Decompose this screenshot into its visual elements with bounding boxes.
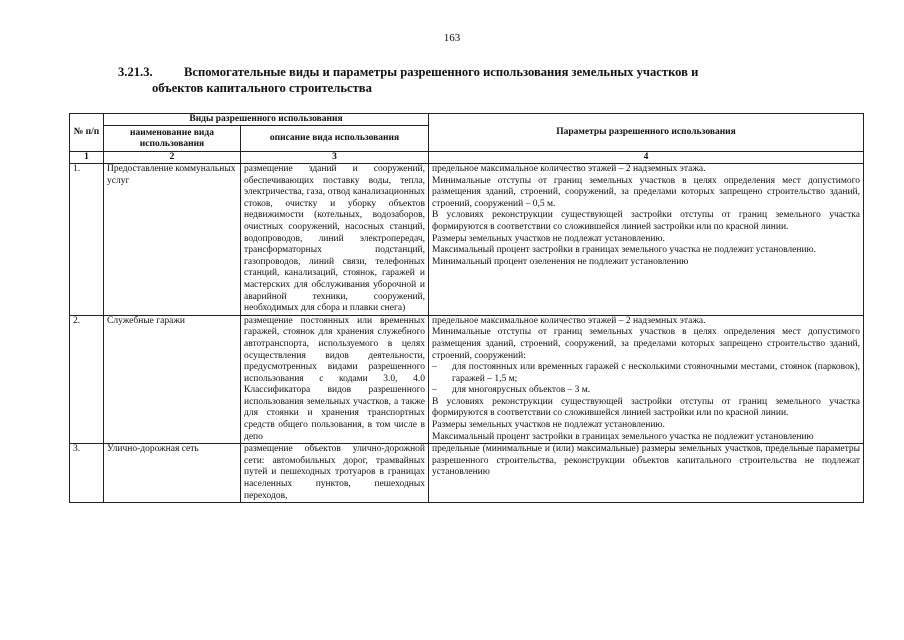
header-params: Параметры разрешенного использования xyxy=(429,114,864,152)
header-num: № п/п xyxy=(70,114,104,152)
parameter-paragraph: В условиях реконструкции существующей застройки отступы от границ земельного участка формируются в соответствии со сложившейся линией застройки или по красной линии. xyxy=(432,396,860,419)
use-description-text: размещение зданий и сооружений, обеспечивающих поставку воды, тепла, электричества, газа, отвод канализационных стоков, очистку и уборку объектов недвижимости (котельных, водозаборов, очистных сооружений, насосных станций, водопроводов, линий электропередач, трансформаторных подстанций, газопроводов, линий связи, телефонных станций, канализаций, стоянок, гаражей и мастерских для обслуживания уборочной и аварийной техники, сооружений, необходимых для сбора и плавки снега) xyxy=(244,164,425,314)
use-description xyxy=(241,164,429,316)
use-name: Улично-дорожная сеть xyxy=(104,444,241,503)
parameter-list-item xyxy=(432,385,860,397)
column-number: 4 xyxy=(429,152,864,164)
use-parameters xyxy=(429,315,864,444)
page-number: 163 xyxy=(443,32,461,44)
row-number: 1. xyxy=(70,164,104,316)
parameter-paragraph: Минимальные отступы от границ земельных участков в целях определения мест допустимого размещения зданий, строений, сооружений, за пределами которых запрещено строительство зданий, строений, сооружений – 0,5 м. xyxy=(432,175,860,209)
table-row xyxy=(70,164,864,316)
parameter-paragraph: предельные (минимальные и (или) максимальные) размеры земельных участков, предельные параметры разрешенного строительства, реконструкции объектов капитального строительства не подлежат установлению xyxy=(432,444,860,478)
use-parameters xyxy=(429,164,864,316)
column-number: 1 xyxy=(70,152,104,164)
use-description-text: размещение объектов улично-дорожной сети: автомобильных дорог, трамвайных путей и пешеходных тротуаров в границах населенных пунктов, пешеходных переходов, xyxy=(244,444,425,501)
dash-bullet: – xyxy=(432,385,437,396)
parameter-paragraph: Размеры земельных участков не подлежат установлению. xyxy=(432,420,665,431)
use-name: Служебные гаражи xyxy=(104,315,241,444)
use-name: Предоставление коммунальных услуг xyxy=(104,164,241,316)
parameter-paragraph: Максимальный процент застройки в границах земельного участка не подлежит установлению xyxy=(432,431,814,442)
parameter-paragraph: Размеры земельных участков не подлежат установлению. xyxy=(432,233,665,244)
parameter-paragraph: Минимальные отступы от границ земельных участков в целях определения мест допустимого размещения зданий, строений, сооружений, за пределами которых запрещено строительство зданий, строений, сооружений: xyxy=(432,327,860,361)
use-description xyxy=(241,315,429,444)
section-heading xyxy=(118,64,858,96)
parameter-paragraph: предельное максимальное количество этажей – 2 надземных этажа. xyxy=(432,164,706,174)
parameter-paragraph: предельное максимальное количество этажей – 2 надземных этажа. xyxy=(432,315,706,326)
use-description-text: размещение постоянных или временных гаражей, стоянок для хранения служебного автотранспорта, используемого в целях осуществления видов деятельности, предусмотренных видами разрешенного использования с кодами 3.0, 4.0 Классификатора видов разрешенного использования земельных участков, а также для стоянки и хранения транспортных средств общего пользования, в том числе в депо xyxy=(244,315,425,442)
parameter-paragraph: Минимальный процент озеленения не подлежит установлению xyxy=(432,256,689,267)
row-number: 3. xyxy=(70,444,104,503)
column-number: 2 xyxy=(104,152,241,164)
use-parameters xyxy=(429,444,864,503)
header-use-types: Виды разрешенного использования xyxy=(104,114,429,126)
section-title-line1: Вспомогательные виды и параметры разрешенного использования земельных участков и xyxy=(184,65,699,79)
section-number: 3.21.3. xyxy=(118,65,153,79)
parameter-text: для многоярусных объектов – 3 м. xyxy=(452,385,591,396)
parameter-paragraph: Максимальный процент застройки в границах земельного участка не подлежит установлению. xyxy=(432,245,817,256)
table-row xyxy=(70,315,864,444)
column-number-row xyxy=(70,152,864,164)
parameter-list-item xyxy=(432,362,860,385)
table-row xyxy=(70,444,864,503)
section-title-line2: объектов капитального строительства xyxy=(152,81,372,95)
column-number: 3 xyxy=(241,152,429,164)
header-use-name: наименование вида использования xyxy=(104,126,241,152)
row-number: 2. xyxy=(70,315,104,444)
parameter-paragraph: В условиях реконструкции существующей застройки отступы от границ земельного участка формируются в соответствии со сложившейся линией застройки или по красной линии. xyxy=(432,210,860,232)
header-use-description: описание вида использования xyxy=(241,126,429,152)
use-description xyxy=(241,444,429,503)
land-use-table xyxy=(69,113,864,503)
parameter-text: для постоянных или временных гаражей с несколькими стояночными местами, стоянок (парковок), гаражей – 1,5 м; xyxy=(452,362,860,384)
dash-bullet: – xyxy=(432,362,437,373)
